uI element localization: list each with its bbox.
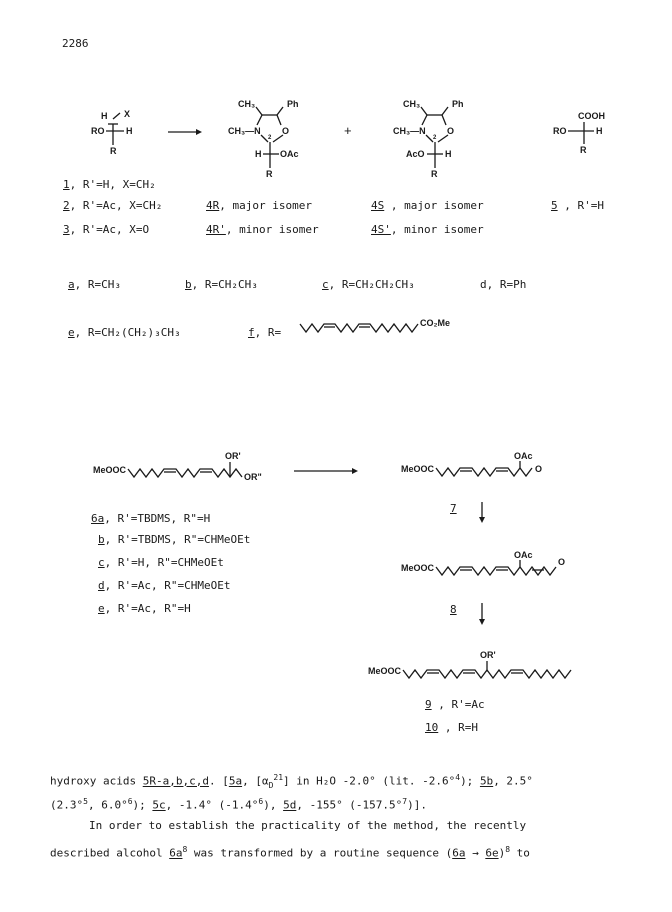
compound-1-label: 1, R'=H, X=CH₂: [63, 178, 156, 191]
plus-sign: +: [344, 123, 352, 138]
compound-4R-minor-label: 4R', minor isomer: [206, 223, 319, 236]
compound-4S-label: 4S , major isomer: [371, 199, 484, 212]
svg-text:H: H: [445, 149, 452, 159]
svg-text:CH₃—N: CH₃—N: [228, 126, 261, 136]
svg-text:H: H: [101, 111, 108, 121]
reaction-arrow-8-to-9: [479, 603, 485, 625]
svg-text:OR': OR': [225, 451, 241, 461]
page-number: 2286: [62, 37, 89, 50]
svg-text:H: H: [126, 126, 133, 136]
svg-text:Ph: Ph: [287, 99, 299, 109]
svg-text:O: O: [558, 557, 566, 567]
compound-4R-label: 4R, major isomer: [206, 199, 312, 212]
structure-7: [401, 451, 542, 476]
svg-text:MeOOC: MeOOC: [401, 563, 435, 573]
svg-text:R: R: [580, 145, 587, 155]
svg-text:COOH: COOH: [578, 111, 605, 121]
svg-text:R: R: [431, 169, 438, 179]
svg-text:OAc: OAc: [514, 550, 533, 560]
svg-text:R: R: [266, 169, 273, 179]
reaction-arrow-7-to-8: [479, 502, 485, 523]
body-line-2: (2.3°$^5$, 6.0°$^6$); 5c, -1.4° (-1.4°$^6$), 5d, -155° (-157.5°$^7$)].: [50, 797, 427, 812]
body-line-1: hydroxy acids 5R-a,b,c,d. [5a, $[\alpha_D^{21}]$ in H₂O -2.0° (lit. -2.6°$^4$); 5b, 2.5°: [50, 773, 533, 790]
svg-text:X: X: [124, 109, 131, 119]
compound-6b-label: b, R'=TBDMS, R"=CHMeOEt: [98, 533, 251, 546]
compound-5-label: 5 , R'=H: [551, 199, 604, 212]
svg-text:R: R: [110, 146, 117, 156]
svg-text:H: H: [255, 149, 262, 159]
compound-6e-label: e, R'=Ac, R"=H: [98, 602, 191, 615]
reaction-arrow-1: [168, 129, 202, 135]
compound-9-label: 9 , R'=Ac: [425, 698, 485, 711]
svg-text:O: O: [282, 126, 290, 136]
svg-text:H: H: [596, 126, 603, 136]
structure-6: [93, 451, 262, 482]
svg-text:2: 2: [268, 135, 272, 141]
svg-text:MeOOC: MeOOC: [401, 464, 435, 474]
svg-text:RO: RO: [91, 126, 105, 136]
structure-oxazolidine-4R: [228, 99, 299, 179]
structure-start-material: [91, 109, 133, 156]
body-line-4: described alcohol $6a^8$ was transformed by a routine sequence $(6a \to 6e)^8$ to: [50, 845, 530, 860]
reaction-arrow-2: [294, 468, 358, 474]
compound-3-label: 3, R'=Ac, X=O: [63, 223, 150, 236]
svg-text:MeOOC: MeOOC: [93, 465, 127, 475]
structure-oxazolidine-4S: [393, 99, 464, 179]
svg-text:CO₂Me: CO₂Me: [420, 318, 451, 328]
svg-text:MeOOC: MeOOC: [368, 666, 402, 676]
r-group-c: c, R=CH₂CH₂CH₃: [322, 278, 415, 291]
compound-2-label: 2, R'=Ac, X=CH₂: [63, 199, 163, 212]
svg-text:OR": OR": [244, 472, 262, 482]
svg-text:O: O: [535, 464, 543, 474]
r-group-e: e, R=CH₂(CH₂)₃CH₃: [68, 326, 181, 339]
structure-8: [401, 550, 565, 575]
structure-9-10: [368, 650, 571, 678]
svg-text:RO: RO: [553, 126, 567, 136]
compound-4S-minor-label: 4S', minor isomer: [371, 223, 484, 236]
compound-6a-label: 6a, R'=TBDMS, R"=H: [91, 512, 211, 525]
svg-text:OAc: OAc: [280, 149, 299, 159]
svg-text:AcO: AcO: [406, 149, 425, 159]
compound-7-label: 7: [450, 502, 457, 515]
svg-text:2: 2: [433, 135, 437, 141]
structure-f-chain: [300, 318, 450, 332]
structure-hydroxy-acid-5: [553, 111, 605, 155]
r-group-a: a, R=CH₃: [68, 278, 121, 291]
r-group-f: f, R=: [248, 326, 282, 339]
svg-text:CH₃: CH₃: [403, 99, 421, 109]
r-group-b: b, R=CH₂CH₃: [185, 278, 258, 291]
compound-10-label: 10 , R=H: [425, 721, 478, 734]
svg-text:OR': OR': [480, 650, 496, 660]
compound-6d-label: d, R'=Ac, R"=CHMeOEt: [98, 579, 231, 592]
svg-text:Ph: Ph: [452, 99, 464, 109]
svg-text:O: O: [447, 126, 455, 136]
r-group-d: d, R=Ph: [480, 278, 527, 291]
compound-6c-label: c, R'=H, R"=CHMeOEt: [98, 556, 224, 569]
body-line-3: In order to establish the practicality of the method, the recently: [89, 819, 527, 832]
svg-text:CH₃—N: CH₃—N: [393, 126, 426, 136]
svg-text:OAc: OAc: [514, 451, 533, 461]
compound-8-label: 8: [450, 603, 457, 616]
svg-text:CH₃: CH₃: [238, 99, 256, 109]
